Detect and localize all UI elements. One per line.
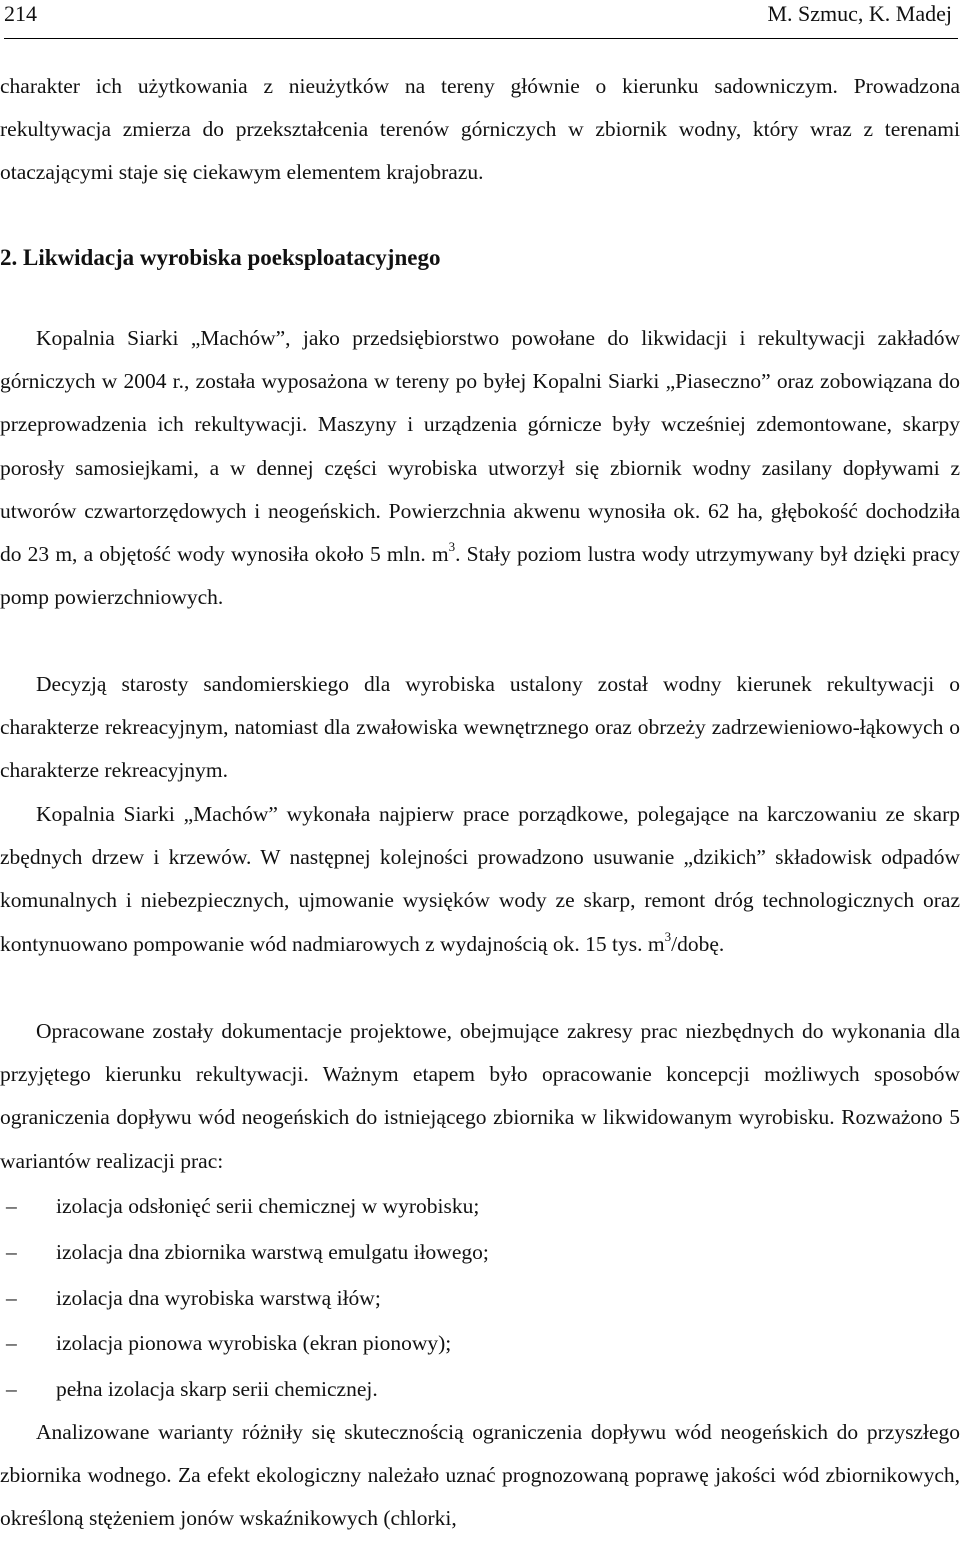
list-item-text: izolacja dna zbiornika warstwą emulgatu iłowego; (56, 1239, 489, 1264)
page-number: 214 (4, 1, 37, 26)
dash-bullet: – (6, 1239, 17, 1264)
list-item (0, 1184, 960, 1230)
dash-bullet: – (6, 1285, 17, 1310)
body-paragraph-2: Decyzją starosty sandomierskiego dla wyrobiska ustalony został wodny kierunek rekultywacji o charakterze rekreacyjnym, natomiast dla zwałowiska wewnętrznego oraz obrzeży zadrzewieniowo-łąkowych o charakterze rekreacyjnym. (0, 672, 960, 783)
list-item-text: izolacja dna wyrobiska warstwą iłów; (56, 1285, 381, 1310)
paragraph-1-text: Kopalnia Siarki „Machów”, jako przedsiębiorstwo powołane do likwidacji i rekultywacji zakładów górniczych w 2004 r., została wyposażona w tereny po byłej Kopalni Siarki „Piaseczno” oraz zobowiązana do przeprowadzenia ich rekultywacji. Maszyny i urządzenia górnicze były wcześniej zdemontowane, skarpy porosły samosiejkami, a w dennej części wyrobiska utworzył się zbiornik wodny zasilany dopływami z utworów czwartorzędowych i neogeńskich. Powierzchnia akwenu wynosiła ok. 62 ha, głębokość dochodziła do 23 m, a objętość wody wynosiła około 5 mln. m (0, 326, 960, 567)
list-item-text: pełna izolacja skarp serii chemicznej. (56, 1377, 378, 1402)
body-paragraph-5: Analizowane warianty różniły się skutecznością ograniczenia dopływu wód neogeńskich do przyszłego zbiornika wodnego. Za efekt ekologiczny należało uznać prognozowaną poprawę jakości wód zbiornikowych, określoną stężeniem jonów wskaźnikowych (chlorki, (0, 1420, 960, 1531)
paragraph-1-text-end: . Stały poziom lustra wody utrzymywany był dzięki pracy pomp powierzchniowych. (0, 542, 960, 610)
list-item (0, 1276, 960, 1322)
list-item-text: izolacja odsłonięć serii chemicznej w wyrobisku; (56, 1194, 480, 1218)
body-paragraph-4: Opracowane zostały dokumentacje projektowe, obejmujące zakresy prac niezbędnych do wykonania dla przyjętego kierunku rekultywacji. Ważnym etapem było opracowanie koncepcji możliwych sposobów ograniczenia dopływu wód neogeńskich do istniejącego zbiornika w likwidowanym wyrobisku. Rozważono 5 wariantów realizacji prac: (0, 1019, 960, 1173)
list-item (0, 1230, 960, 1276)
body-paragraph-1 (0, 317, 960, 619)
intro-paragraph: charakter ich użytkowania z nieużytków na tereny głównie o kierunku sadowniczym. Prowadzona rekultywacja zmierza do przekształcenia terenów górniczych w zbiornik wodny, który wraz z terenami otaczającymi staje się ciekawym elementem krajobrazu. (0, 74, 960, 185)
paragraph-3-text: Kopalnia Siarki „Machów” wykonała najpierw prace porządkowe, polegające na karczowaniu ze skarp zbędnych drzew i krzewów. W następnej kolejności prowadzono usuwanie „dzikich” składowisk odpadów komunalnych i niebezpiecznych, ujmowanie wysięków wody ze skarp, remont dróg technologicznych oraz kontynuowano pompowanie wód nadmiarowych z wydajnością ok. 15 tys. m (0, 802, 960, 956)
running-header (4, 0, 958, 39)
superscript-cubic: 3 (448, 539, 456, 555)
section-heading: 2. Likwidacja wyrobiska poeksploatacyjnego (0, 245, 441, 270)
dash-bullet: – (6, 1377, 17, 1402)
list-item (0, 1321, 960, 1367)
list-item-text: izolacja pionowa wyrobiska (ekran pionowy); (56, 1331, 452, 1356)
body-paragraph-3 (0, 793, 960, 966)
variants-list (0, 1184, 960, 1413)
dash-bullet: – (6, 1194, 17, 1218)
superscript-cubic: 3 (664, 928, 672, 944)
paragraph-3-text-end: /dobę. (671, 931, 725, 956)
running-header-authors: M. Szmuc, K. Madej (767, 1, 952, 26)
list-item (0, 1367, 960, 1413)
dash-bullet: – (6, 1331, 17, 1356)
